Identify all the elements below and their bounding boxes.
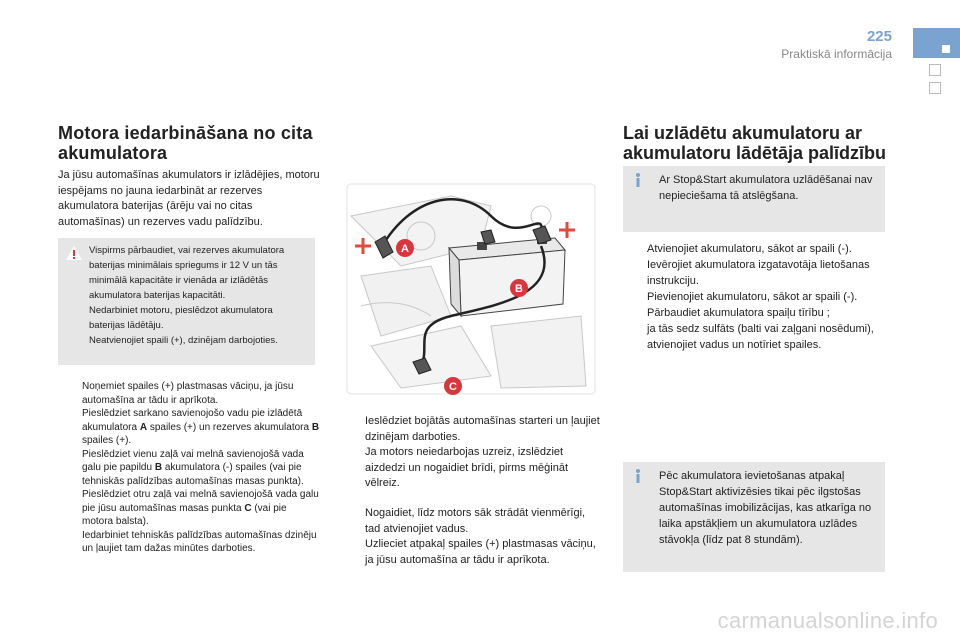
label-b: B	[515, 283, 523, 295]
corner-tab	[913, 28, 960, 58]
step-text: Pieslēdziet vienu zaļā vai melnā savienojošā vada galu pie papildu	[82, 448, 304, 473]
step-text: (vai pie motora balsta).	[82, 502, 287, 527]
warning-text	[89, 243, 311, 348]
step-text: Noņemiet spailes (+) plastmasas vāciņu, ja jūsu automašīna ar tādu ir aprīkota.	[82, 381, 294, 406]
watermark: carmanualsonline.info	[717, 608, 938, 633]
step-text: Iedarbiniet tehniskās palīdzības automašīnas dzinēju un ļaujiet tam dažas minūtes darboties.	[82, 529, 317, 554]
right-title: Lai uzlādētu akumulatoru ar akumulatoru lādētāja palīdzību	[623, 123, 887, 163]
left-intro: Ja jūsu automašīnas akumulators ir izlādējies, motoru iespējams no jauna iedarbināt ar rezerves akumulatora baterijas (ārēju vai no citas automašīnas) un rezerves vadu palīdzību.	[58, 169, 320, 228]
right-steps	[623, 241, 885, 353]
list-item	[58, 488, 320, 529]
step-text: spailes (+).	[82, 435, 132, 446]
list-item	[623, 289, 885, 305]
warning-line: Vispirms pārbaudiet, vai rezerves akumulatora baterijas minimālais spriegums ir 12 V un tās minimālā kapacitāte ir vienāda ar izlādētās akumulatora baterijas kapacitāti.	[89, 245, 285, 301]
list-item	[341, 506, 603, 537]
step-bold: B	[154, 462, 163, 473]
outline-square-icon	[929, 64, 941, 76]
list-item	[341, 537, 603, 568]
list-item	[58, 407, 320, 448]
step-bold: A	[139, 421, 148, 433]
info-text: Pēc akumulatora ievietošanas atpakaļ Stop&Start aktivizēsies tikai pēc ilgstošas automašīnas imobilizācijas, kas atkarīga no laika apstākļiem un akumulatora uzlādes stāvokļa (līdz pat 8 stundām).	[659, 470, 872, 546]
info-icon	[631, 468, 645, 484]
step-text: Pievienojiet akumulatoru, sākot ar spaili (-).	[647, 291, 858, 303]
section-label: Praktiskā informācija	[781, 47, 892, 61]
step-text: spailes (+) un rezerves akumulatora	[147, 421, 312, 433]
list-item	[623, 257, 885, 289]
label-a: A	[401, 243, 409, 255]
step-text: Atvienojiet akumulatoru, sākot ar spaili (-).	[647, 243, 852, 255]
list-item	[341, 414, 603, 492]
left-steps	[58, 380, 320, 556]
step-text: Uzlieciet atpakaļ spailes (+) plastmasas vāciņu, ja jūsu automašīna ar tādu ir aprīkota.	[365, 538, 596, 566]
warning-line: Neatvienojiet spaili (+), dzinējam darbojoties.	[89, 335, 278, 346]
step-text: Ieslēdziet bojātās automašīnas starteri un ļaujiet dzinējam darboties. Ja motors neiedarbojas uzreiz, izslēdziet aizdedzi un nogaidiet brīdi, pirms mēģināt vēlreiz.	[365, 415, 600, 489]
tab-square-icon	[942, 45, 950, 53]
list-item	[58, 448, 320, 489]
step-text: Pieslēdziet sarkano savienojošo vadu pie izlādētā akumulatora	[82, 408, 303, 433]
left-title: Motora iedarbināšana no cita akumulatora	[58, 123, 313, 163]
step-text: akumulatora (-) spailes (vai pie tehniskās palīdzības automašīnas masas punkta).	[82, 462, 304, 487]
info-box	[623, 166, 885, 232]
outline-square-icon	[929, 82, 941, 94]
label-c: C	[449, 381, 457, 393]
info-text: Ar Stop&Start akumulatora uzlādēšanai nav nepieciešama tā atslēgšana.	[659, 174, 873, 202]
info-icon	[631, 172, 645, 188]
page-number: 225	[866, 28, 892, 45]
list-item	[58, 380, 320, 407]
step-bold: B	[311, 421, 320, 433]
list-item	[58, 529, 320, 556]
step-text: Ievērojiet akumulatora izgatavotāja lietošanas instrukciju.	[647, 259, 870, 287]
middle-steps-1	[341, 414, 603, 492]
warning-line: Nedarbiniet motoru, pieslēdzot akumulatora baterijas lādētāju.	[89, 305, 273, 331]
middle-steps-2	[341, 506, 603, 568]
list-item	[623, 305, 885, 353]
step-text: Pieslēdziet otru zaļā vai melnā savienojošā vada galu pie jūsu automašīnas masas punkta	[82, 489, 319, 514]
jump-start-illustration	[341, 176, 601, 402]
info-box	[623, 462, 885, 572]
step-text: Pārbaudiet akumulatora spaiļu tīrību ; ja tās sedz sulfāts (balti vai zaļgani nosēdumi), atvienojiet vadus un notīriet spailes.	[647, 307, 874, 351]
warning-box	[58, 238, 315, 365]
battery-icon	[449, 236, 565, 316]
step-text: Nogaidiet, līdz motors sāk strādāt vienmērīgi, tad atvienojiet vadus.	[365, 507, 586, 535]
step-bold: C	[244, 502, 252, 514]
warning-icon	[65, 245, 83, 261]
list-item	[623, 241, 885, 257]
